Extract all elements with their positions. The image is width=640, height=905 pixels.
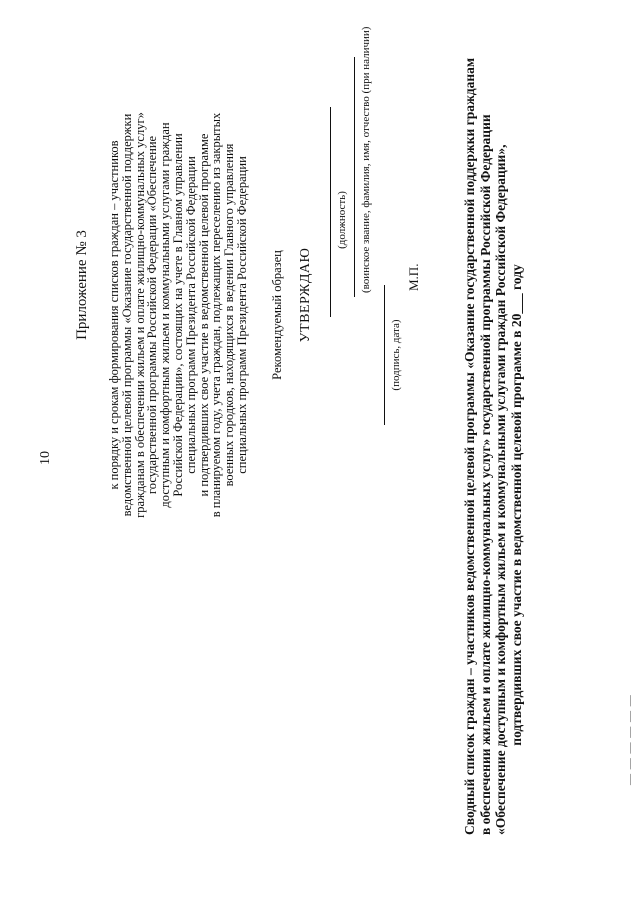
reference-line: и подтвердивших свое участие в ведомственной целевой программе bbox=[196, 133, 211, 497]
summary-title-line: «Обеспечение доступным и комфортным жильем и коммунальными услугами граждан Российской Федерации», bbox=[493, 144, 509, 835]
reference-line: гражданам в обеспечении жильем и оплате жилищно-коммунальных услуг» bbox=[132, 112, 147, 518]
summary-title-line: Сводный список граждан – участников ведомственной целевой программы «Оказание государственной поддержки гражданам bbox=[462, 57, 477, 835]
scan-edge-marks: — — — — — — bbox=[624, 694, 636, 785]
page-number: 10 bbox=[38, 451, 53, 465]
recommended-form-label: Рекомендуемый образец bbox=[270, 250, 284, 380]
reference-line: ведомственной целевой программы «Оказание государственной поддержки bbox=[119, 113, 134, 517]
reference-line: специальных программ Президента Российской Федерации bbox=[183, 156, 198, 474]
reference-line: доступным и комфортным жильем и коммунальными услугами граждан bbox=[158, 122, 173, 508]
approve-heading: УТВЕРЖДАЮ bbox=[298, 247, 313, 343]
stamp-place-label: М.П. bbox=[406, 263, 421, 291]
reference-line: к порядку и срокам формирования списков граждан – участников bbox=[107, 140, 121, 490]
reference-line: специальных программ Президента Российской Федерации bbox=[234, 156, 249, 474]
summary-title-line: в обеспечении жильем и оплате жилищно-коммунальных услуг» государственной программы Российской Федерации bbox=[477, 114, 493, 835]
sign-date-line bbox=[384, 285, 385, 425]
summary-title-line: подтвердивших свое участие в ведомственной целевой программе в 20___ году bbox=[508, 264, 524, 746]
position-signature-line bbox=[330, 107, 331, 317]
appendix-title: Приложение № 3 bbox=[74, 230, 90, 340]
reference-line: в планируемом году, учета граждан, подлежащих переселению из закрытых bbox=[209, 112, 224, 518]
position-caption: (должность) bbox=[336, 191, 348, 249]
appendix-reference-block bbox=[108, 55, 249, 575]
name-caption: (воинское звание, фамилия, имя, отчество (при наличии) bbox=[360, 26, 372, 293]
reference-line: Российской Федерации», состоящих на учете в Главном управлении bbox=[170, 133, 185, 497]
reference-line: государственной программы Российской Федерации «Обеспечение bbox=[145, 135, 160, 495]
name-signature-line bbox=[354, 57, 355, 297]
sign-date-caption: (подпись, дата) bbox=[390, 319, 402, 391]
reference-line: военных городков, находящихся в ведении Главного управления bbox=[222, 143, 237, 487]
summary-list-title bbox=[462, 57, 524, 835]
